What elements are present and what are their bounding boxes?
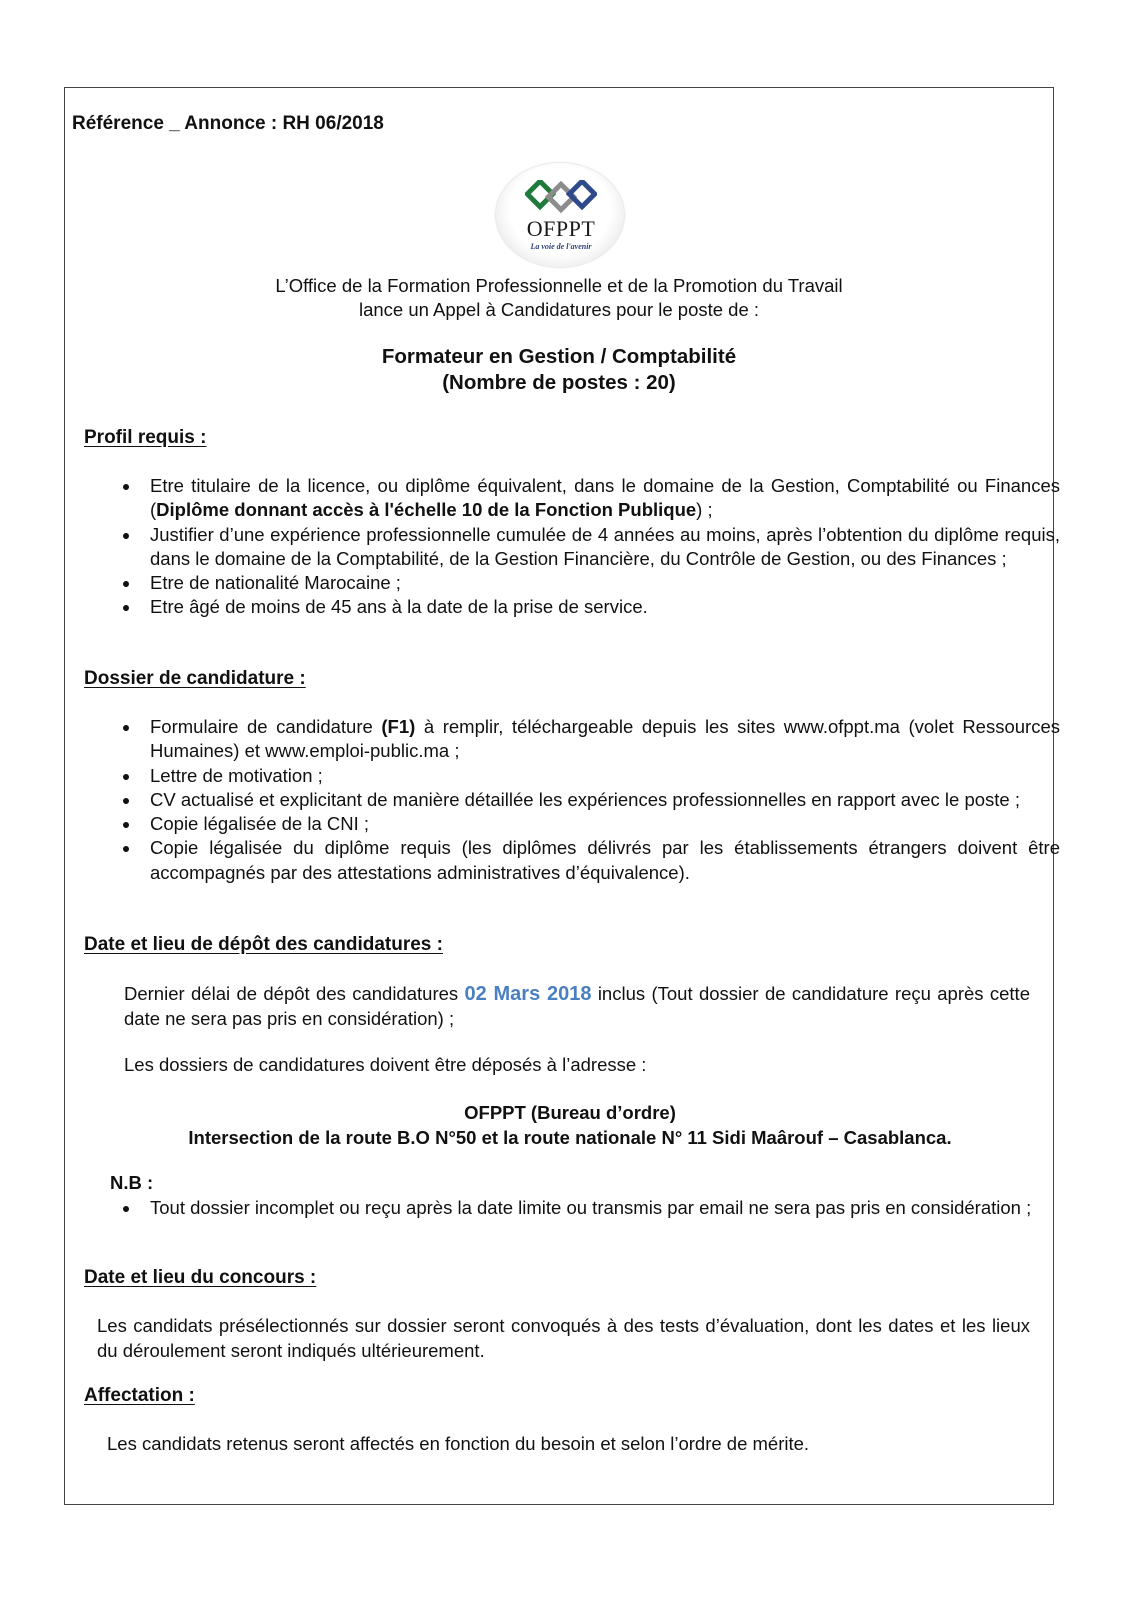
emphasis-text: (F1): [381, 716, 416, 737]
intro-text: [64, 274, 1054, 322]
nb-list: [120, 1196, 1060, 1220]
logo-tagline: La voie de l'avenir: [530, 242, 592, 251]
list-item: Etre titulaire de la licence, ou diplôme équivalent, dans le domaine de la Gestion, Comptabilité ou Finances (Diplôme donnant accès à l'échelle 10 de la Fonction Publique) ;: [150, 474, 1060, 523]
list-item: Tout dossier incomplet ou reçu après la date limite ou transmis par email ne sera pas pris en considération ;: [150, 1196, 1060, 1220]
logo-badge: [496, 163, 624, 267]
section-heading-profil: Profil requis :: [84, 427, 207, 448]
address-line-2: Intersection de la route B.O N°50 et la route nationale N° 11 Sidi Maârouf – Casablanca.: [188, 1127, 952, 1148]
list-item: Copie légalisée du diplôme requis (les diplômes délivrés par les établissements étrangers doivent être accompagnés par des attestations administratives d’équivalence).: [150, 836, 1060, 885]
list-item: Justifier d’une expérience professionnelle cumulée de 4 années au moins, après l’obtention du diplôme requis, dans le domaine de la Comptabilité, de la Gestion Financière, du Contrôle de Gestion, ou des Finances ;: [150, 523, 1060, 572]
section-heading-dossier: Dossier de candidature :: [84, 668, 306, 689]
dossier-list: [120, 715, 1060, 885]
address-intro: Les dossiers de candidatures doivent être déposés à l’adresse :: [124, 1054, 647, 1075]
ofppt-logo: [491, 160, 631, 270]
emphasis-text: Diplôme donnant accès à l'échelle 10 de la Fonction Publique: [156, 499, 697, 521]
list-item: CV actualisé et explicitant de manière détaillée les expériences professionnelles en rapport avec le poste ;: [150, 788, 1060, 812]
profil-list: [120, 474, 1060, 620]
linked-diamonds-icon: [525, 180, 597, 214]
nb-label: N.B :: [110, 1172, 154, 1193]
list-item: Copie légalisée de la CNI ;: [150, 812, 1060, 836]
affectation-text: Les candidats retenus seront affectés en fonction du besoin et selon l’ordre de mérite.: [107, 1433, 810, 1454]
list-item: Etre âgé de moins de 45 ans à la date de la prise de service.: [150, 595, 1060, 619]
list-item: Lettre de motivation ;: [150, 764, 1060, 788]
intro-line-1: L’Office de la Formation Professionnelle et de la Promotion du Travail: [275, 275, 843, 296]
deadline-paragraph: Dernier délai de dépôt des candidatures 02 Mars 2018 inclus (Tout dossier de candidature reçu après cette date ne sera pas pris en considération) ;: [124, 983, 1030, 1029]
job-title-line-1: Formateur en Gestion / Comptabilité: [381, 345, 737, 368]
job-title-line-2: (Nombre de postes : 20): [442, 371, 676, 394]
section-heading-affectation: Affectation :: [84, 1385, 195, 1406]
section-heading-depot: Date et lieu de dépôt des candidatures :: [84, 934, 443, 955]
reference-line: Référence _ Annonce : RH 06/2018: [72, 113, 384, 134]
intro-line-2: lance un Appel à Candidatures pour le poste de :: [358, 299, 760, 320]
job-title: [64, 344, 1054, 396]
list-item: Formulaire de candidature (F1) à remplir, téléchargeable depuis les sites www.ofppt.ma (volet Ressources Humaines) et www.emploi-public.ma ;: [150, 715, 1060, 764]
address-line-1: OFPPT (Bureau d’ordre): [464, 1102, 676, 1123]
deadline-date: 02 Mars 2018: [464, 983, 592, 1005]
section-heading-concours: Date et lieu du concours :: [84, 1267, 317, 1288]
list-item: Etre de nationalité Marocaine ;: [150, 571, 1060, 595]
concours-text: Les candidats présélectionnés sur dossier seront convoqués à des tests d’évaluation, dont les dates et les lieux du déroulement seront indiqués ultérieurement.: [97, 1315, 1030, 1361]
logo-name: OFPPT: [526, 216, 596, 241]
address-block: [64, 1100, 1076, 1150]
